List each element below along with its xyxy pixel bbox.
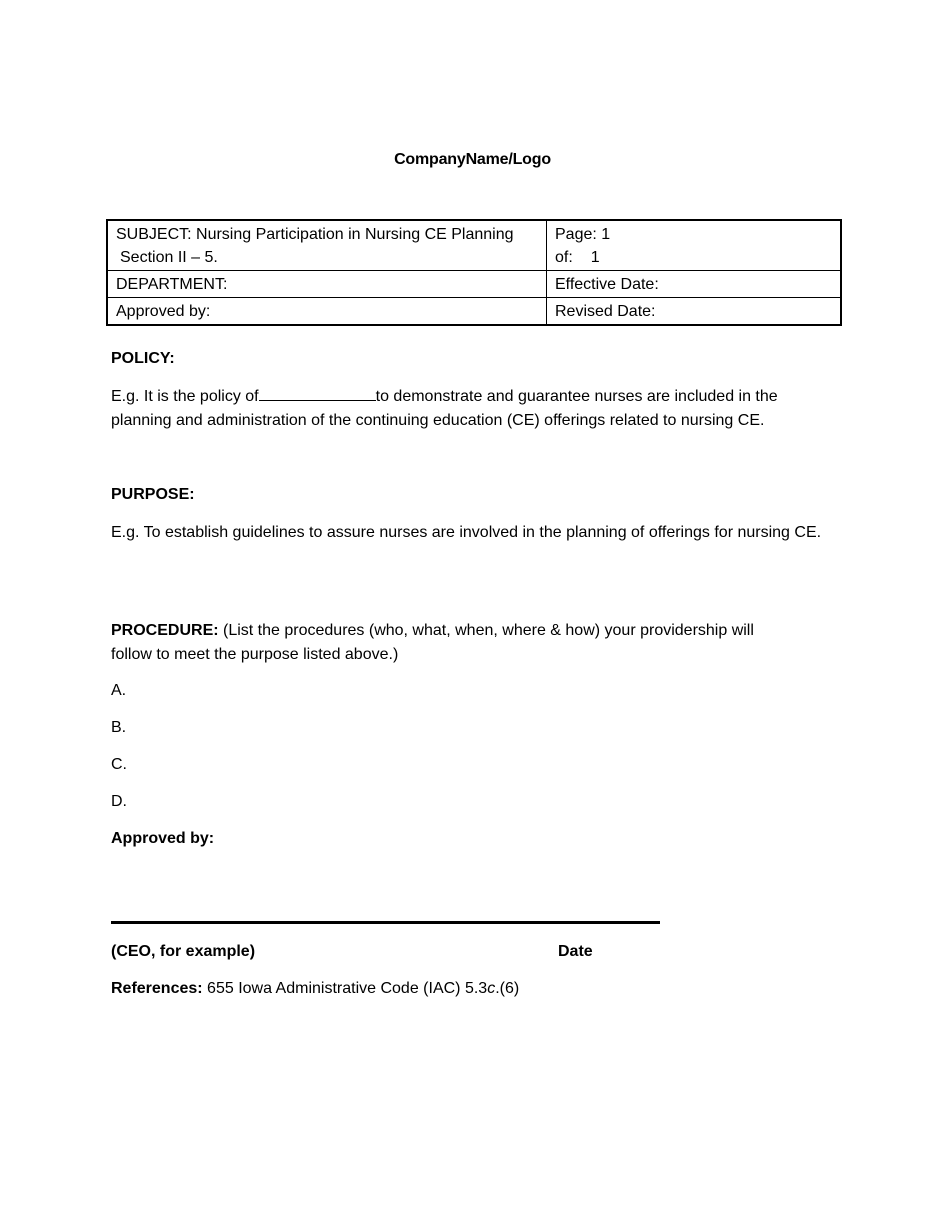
policy-text xyxy=(111,385,831,433)
references-label: References: xyxy=(111,980,203,997)
references-italic: c xyxy=(487,980,496,997)
signature-line xyxy=(111,921,660,924)
effective-date-cell: Effective Date: xyxy=(555,276,659,293)
date-label: Date xyxy=(558,943,593,960)
header-row-approved xyxy=(108,297,840,324)
subject-line: SUBJECT: Nursing Participation in Nursing CE Planning xyxy=(116,226,514,243)
policy-text-before: E.g. It is the policy of xyxy=(111,388,259,405)
purpose-heading: PURPOSE: xyxy=(111,486,195,503)
page-cell xyxy=(547,221,840,270)
purpose-text: E.g. To establish guidelines to assure nurses are involved in the planning of offerings for nursing CE. xyxy=(111,524,822,541)
of-value: 1 xyxy=(590,249,600,266)
page-number: Page: 1 xyxy=(555,226,611,243)
procedure-item-d: D. xyxy=(111,793,127,810)
procedure-heading: PROCEDURE: xyxy=(111,622,219,639)
section-line: Section II – 5. xyxy=(120,249,218,266)
header-table xyxy=(106,219,842,326)
policy-heading: POLICY: xyxy=(111,350,175,367)
procedure-item-c: C. xyxy=(111,756,127,773)
procedure-item-a: A. xyxy=(111,682,127,699)
approved-by-cell: Approved by: xyxy=(108,298,547,324)
subject-cell xyxy=(108,221,547,270)
policy-blank-line xyxy=(259,386,376,401)
references-text: 655 Iowa Administrative Code (IAC) 5.3 xyxy=(202,980,488,997)
signer-label: (CEO, for example) xyxy=(111,943,256,960)
references-line xyxy=(111,980,519,998)
references-text-end: .(6) xyxy=(495,980,520,997)
revised-date-cell: Revised Date: xyxy=(555,303,656,320)
procedure-item-b: B. xyxy=(111,719,127,736)
header-row-subject xyxy=(108,221,840,270)
policy-text-after: to demonstrate and guarantee nurses are included in the planning and administration of the continuing education (CE) offerings related to nursing CE. xyxy=(111,388,778,429)
procedure-block xyxy=(111,619,791,667)
of-label: of: xyxy=(555,249,573,266)
header-row-department xyxy=(108,270,840,297)
department-cell: DEPARTMENT: xyxy=(108,271,547,297)
page-total xyxy=(555,246,832,269)
procedure-text: (List the procedures (who, what, when, where & how) your providership will follow to meet the purpose listed above.) xyxy=(111,622,754,663)
company-name-logo: CompanyName/Logo xyxy=(394,151,551,168)
approved-by-heading: Approved by: xyxy=(111,830,215,847)
